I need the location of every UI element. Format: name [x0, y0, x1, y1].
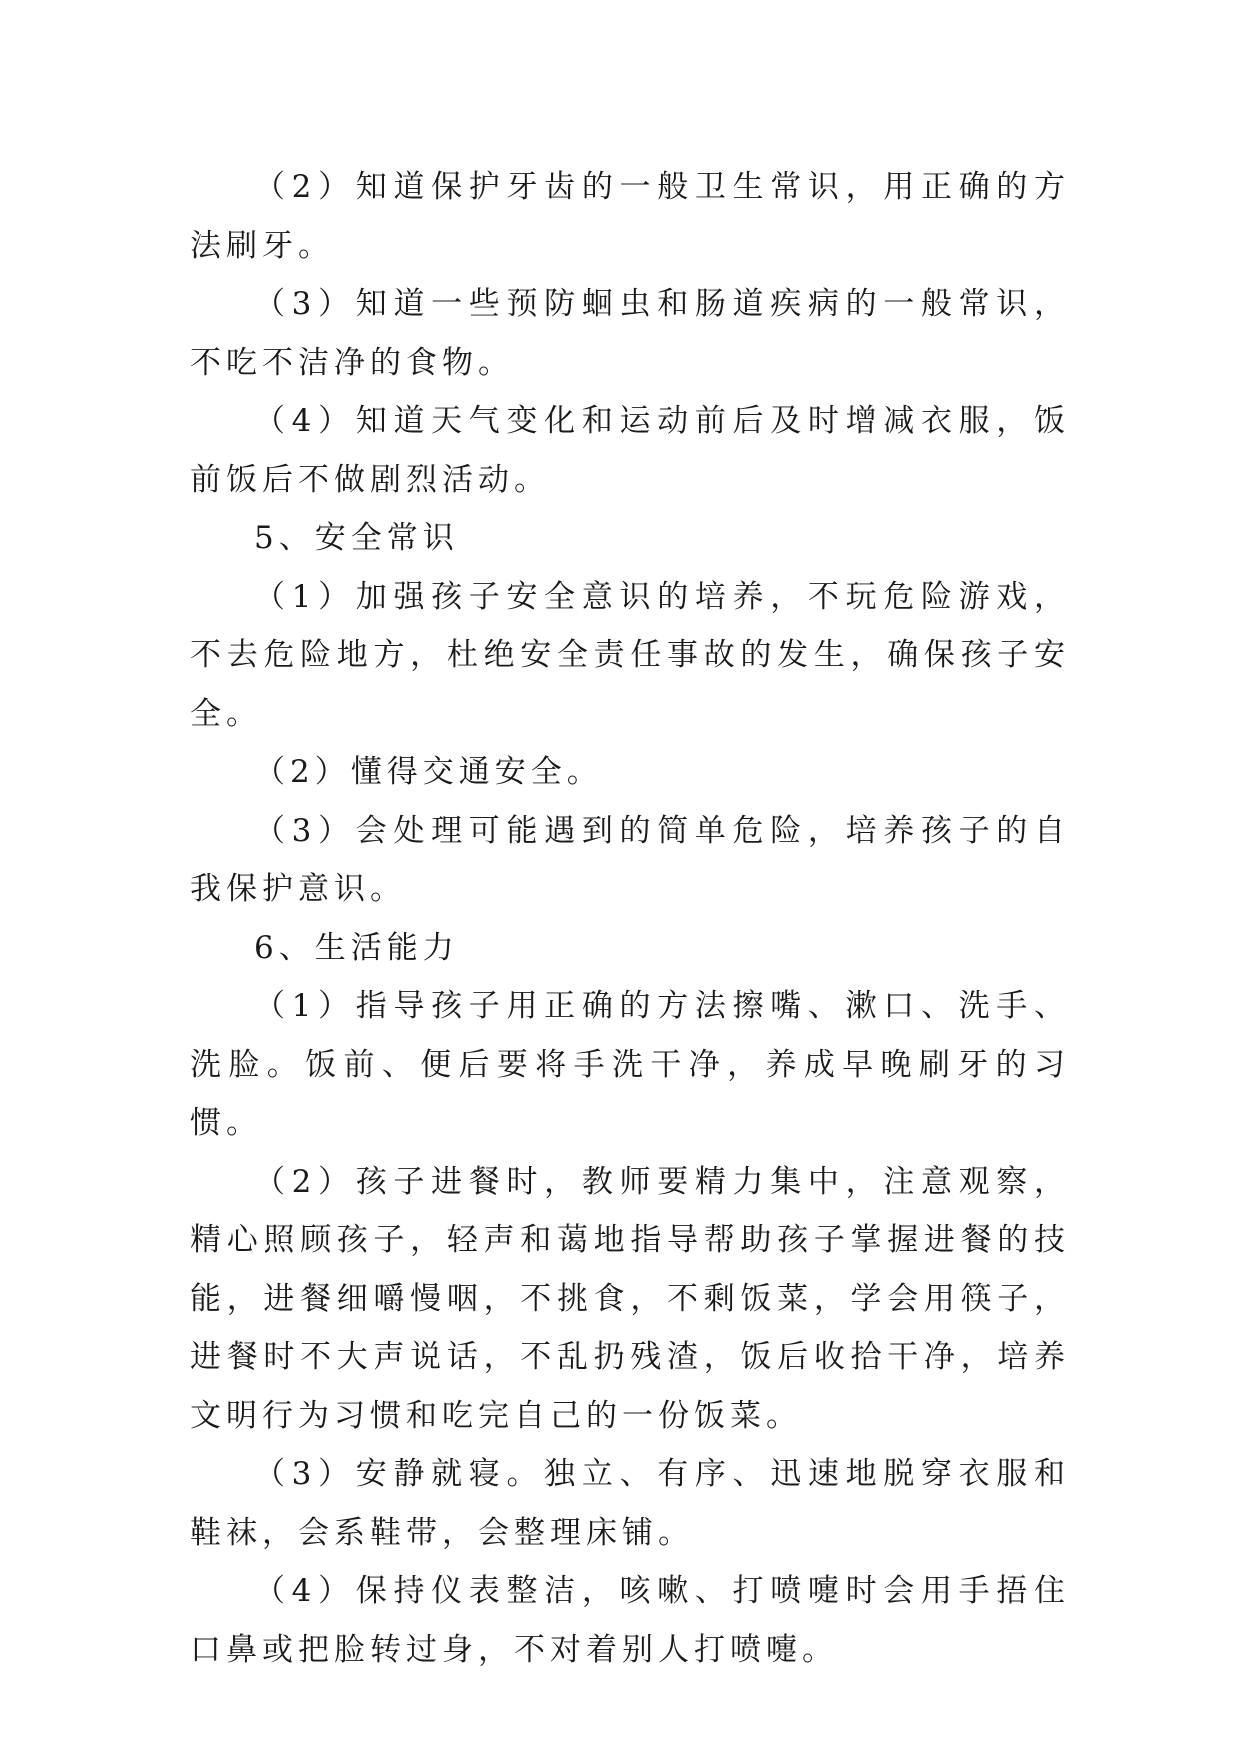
paragraph-appearance: （4）保持仪表整洁，咳嗽、打喷嚏时会用手捂住口鼻或把脸转过身，不对着别人打喷嚏。 [190, 1573, 1070, 1668]
paragraph-self-protection: （3）会处理可能遇到的简单危险，培养孩子的自我保护意识。 [190, 812, 1070, 907]
section-heading-safety: 5、安全常识 [254, 520, 459, 556]
section-heading-life-skills: 6、生活能力 [254, 929, 459, 966]
paragraph-traffic-safety: （2）懂得交通安全。 [254, 754, 603, 790]
paragraph-washing: （1）指导孩子用正确的方法擦嘴、漱口、洗手、洗脸。饭前、便后要将手洗干净，养成早晚刷牙的习惯。 [190, 988, 1070, 1141]
paragraph-clothing-activity: （4）知道天气变化和运动前后及时增减衣服，饭前饭后不做剧烈活动。 [190, 403, 1070, 498]
paragraph-meals: （2）孩子进餐时，教师要精力集中，注意观察，精心照顾孩子，轻声和蔼地指导帮助孩子掌握进餐的技能，进餐细嚼慢咽，不挑食，不剩饭菜，学会用筷子，进餐时不大声说话，不乱扔残渣，饭后收拾干净，培养文明行为习惯和吃完自己的一份饭菜。 [190, 1163, 1070, 1434]
paragraph-safety-awareness: （1）加强孩子安全意识的培养，不玩危险游戏，不去危险地方，杜绝安全责任事故的发生，确保孩子安全。 [190, 578, 1070, 732]
document-body [190, 158, 1070, 1679]
paragraph-sleeping: （3）安静就寝。独立、有序、迅速地脱穿衣服和鞋袜，会系鞋带，会整理床铺。 [190, 1456, 1070, 1551]
paragraph-tooth-hygiene: （2）知道保护牙齿的一般卫生常识，用正确的方法刷牙。 [190, 169, 1070, 264]
paragraph-disease-prevention: （3）知道一些预防蛔虫和肠道疾病的一般常识，不吃不洁净的食物。 [190, 286, 1070, 381]
